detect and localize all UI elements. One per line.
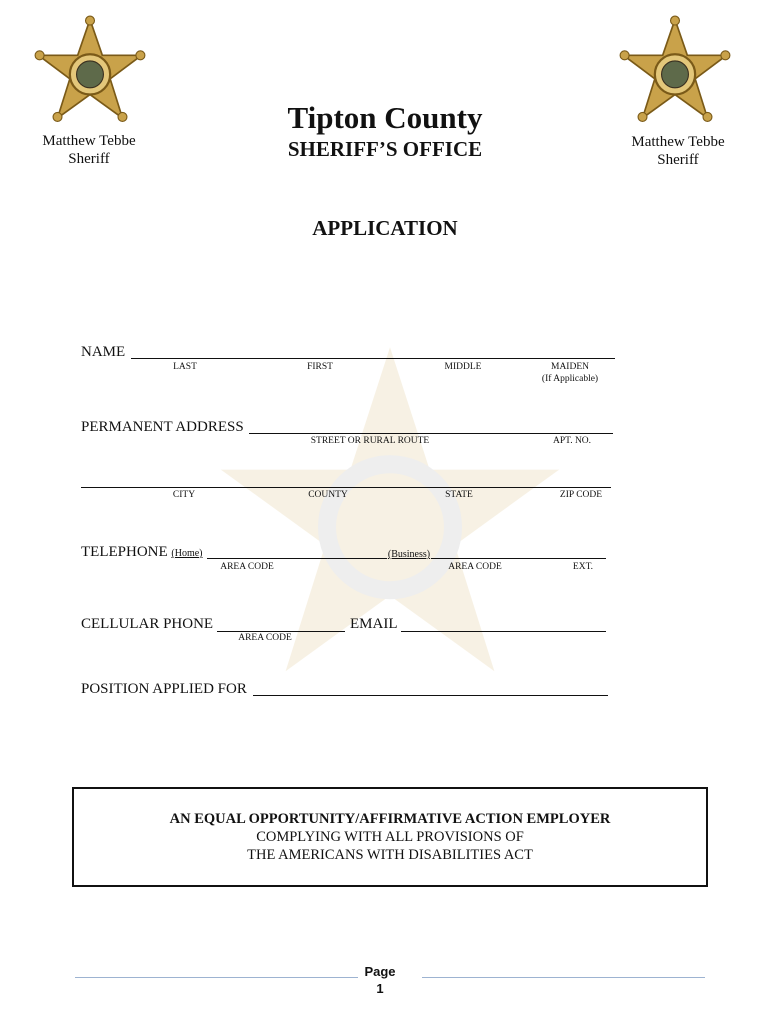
position-field[interactable] [253, 695, 608, 696]
telephone-business-field[interactable] [431, 558, 606, 559]
email-label: EMAIL [350, 616, 398, 632]
page-subtitle: SHERIFF’S OFFICE [287, 137, 483, 161]
address-street-label: STREET OR RURAL ROUTE [310, 436, 430, 446]
footer-rule-left [75, 977, 358, 978]
telephone-home-field[interactable] [207, 558, 387, 559]
eeo-notice-box [72, 787, 708, 887]
telephone-home-label: (Home) [171, 548, 203, 559]
page-number-block [360, 963, 400, 997]
position-label: POSITION APPLIED FOR [81, 681, 247, 697]
address-label: PERMANENT ADDRESS [81, 419, 244, 435]
address-apt-label: APT. NO. [552, 436, 592, 446]
telephone-ext-label: EXT. [572, 562, 594, 572]
footer-rule-right [422, 977, 705, 978]
name-middle-label: MIDDLE [444, 362, 482, 372]
county-label: COUNTY [308, 490, 348, 500]
zip-label: ZIP CODE [559, 490, 603, 500]
right-sheriff-name: Matthew Tebbe [631, 134, 725, 150]
eeo-line-3: THE AMERICANS WITH DISABILITIES ACT [247, 847, 533, 863]
eeo-line-2: COMPLYING WITH ALL PROVISIONS OF [256, 829, 524, 845]
telephone-label-text: TELEPHONE [81, 544, 168, 560]
right-sheriff-role: Sheriff [657, 152, 699, 168]
telephone-home-area-code: AREA CODE [220, 562, 274, 572]
name-first-label: FIRST [307, 362, 333, 372]
name-last-label: LAST [173, 362, 197, 372]
watermark-badge-icon [200, 340, 580, 700]
city-row-field[interactable] [81, 487, 611, 488]
city-label: CITY [172, 490, 196, 500]
state-label: STATE [445, 490, 473, 500]
cellular-area-code: AREA CODE [238, 633, 292, 643]
page-title: Tipton County [287, 100, 483, 135]
address-field[interactable] [249, 433, 613, 434]
left-sheriff-name: Matthew Tebbe [42, 133, 136, 149]
form-heading: APPLICATION [312, 216, 458, 240]
name-maiden-note: (If Applicable) [541, 374, 599, 384]
eeo-line-1: AN EQUAL OPPORTUNITY/AFFIRMATIVE ACTION EMPLOYER [169, 811, 611, 827]
left-sheriff-role: Sheriff [68, 151, 110, 167]
cellular-label: CELLULAR PHONE [81, 616, 214, 632]
page-label: Page [364, 964, 396, 979]
name-maiden-label: MAIDEN [551, 362, 589, 372]
telephone-business-label: (Business) [387, 549, 431, 560]
name-field[interactable] [131, 358, 615, 359]
telephone-business-area-code: AREA CODE [448, 562, 502, 572]
name-label: NAME [81, 344, 126, 360]
cellular-field[interactable] [217, 631, 345, 632]
telephone-label [81, 544, 203, 561]
email-field[interactable] [401, 631, 606, 632]
page-number: 1 [376, 981, 384, 996]
